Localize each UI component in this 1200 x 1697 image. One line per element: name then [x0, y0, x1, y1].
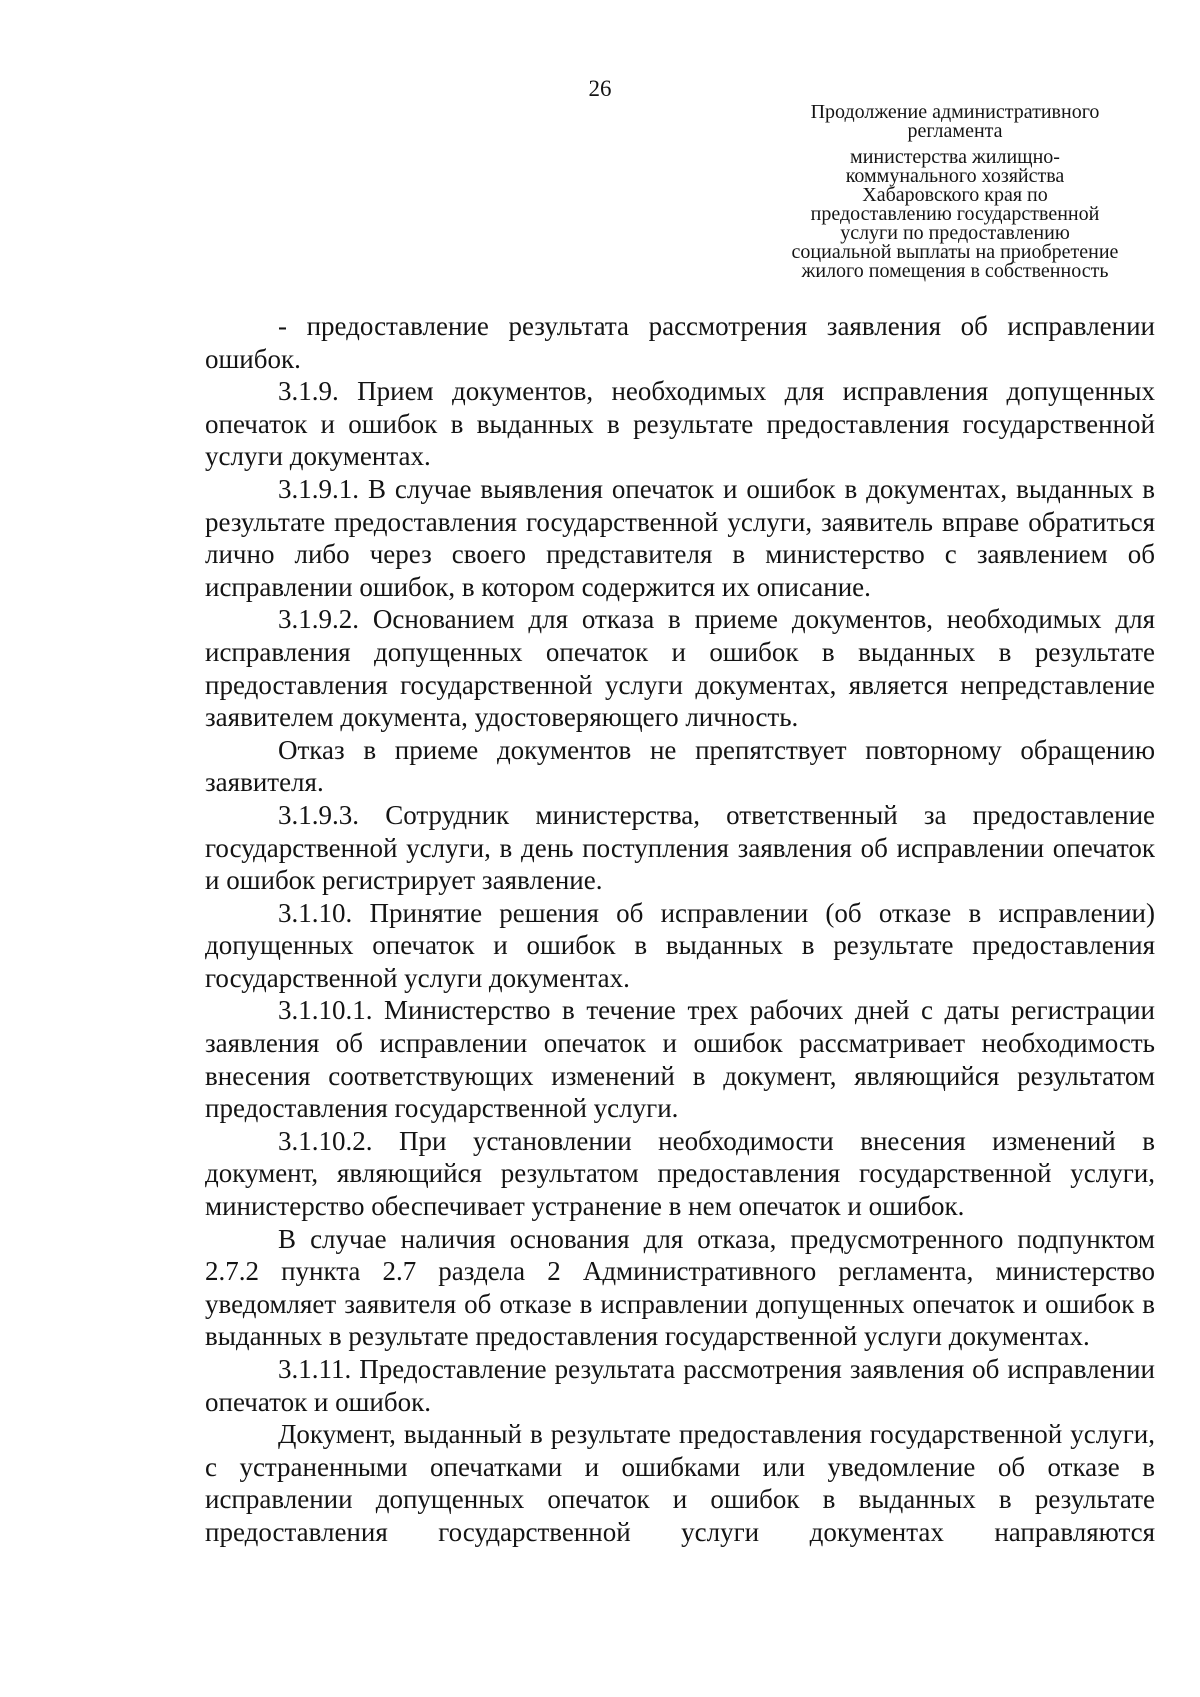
header-line: Хабаровского края по: [862, 184, 1048, 206]
document-header: [750, 103, 1160, 281]
header-line: регламента: [907, 120, 1003, 142]
header-line: коммунального хозяйства: [845, 165, 1065, 187]
header-line: социальной выплаты на приобретение: [791, 241, 1119, 263]
header-line: Продолжение административного: [810, 101, 1100, 123]
header-line: предоставлению государственной: [810, 203, 1100, 225]
paragraph: 3.1.9.1. В случае выявления опечаток и ошибок в документах, выданных в результате предоставления государственной услуги, заявитель вправе обратиться лично либо через своего представителя в министерство с заявлением об исправлении ошибок, в котором содержится их описание.: [205, 473, 1155, 602]
paragraph: Документ, выданный в результате предоставления государственной услуги, с устраненными опечатками и ошибками или уведомление об отказе в исправлении допущенных опечаток и ошибок в выданных в результате предоставления государственной услуги документах направляются: [205, 1419, 1155, 1547]
paragraph: Отказ в приеме документов не препятствует повторному обращению заявителя.: [205, 734, 1155, 798]
paragraph: 3.1.10.2. При установлении необходимости внесения изменений в документ, являющийся результатом предоставления государственной услуги, министерство обеспечивает устранение в нем опечаток и ошибок.: [205, 1125, 1155, 1222]
header-line: услуги по предоставлению: [840, 222, 1070, 244]
paragraph: - предоставление результата рассмотрения заявления об исправлении ошибок.: [205, 311, 1155, 374]
header-line: жилого помещения в собственность: [801, 260, 1109, 282]
paragraph: 3.1.10. Принятие решения об исправлении (об отказе в исправлении) допущенных опечаток и ошибок в выданных в результате предоставления государственной услуги документах.: [205, 897, 1155, 993]
paragraph: В случае наличия основания для отказа, предусмотренного подпунктом 2.7.2 пункта 2.7 раздела 2 Административного регламента, министерство уведомляет заявителя об отказе в исправлении допущенных опечаток и ошибок в выданных в результате предоставления государственной услуги документах.: [205, 1223, 1155, 1352]
header-line: министерства жилищно-: [850, 146, 1060, 168]
paragraph: 3.1.9.2. Основанием для отказа в приеме документов, необходимых для исправления допущенных опечаток и ошибок в выданных в результате предоставления государственной услуги документах, является непредставление заявителем документа, удостоверяющего личность.: [205, 604, 1155, 733]
paragraph: 3.1.9. Прием документов, необходимых для исправления допущенных опечаток и ошибок в выданных в результате предоставления государственной услуги документах.: [205, 376, 1155, 472]
paragraph: 3.1.9.3. Сотрудник министерства, ответственный за предоставление государственной услуги, в день поступления заявления об исправлении опечаток и ошибок регистрирует заявление.: [205, 799, 1155, 896]
paragraph: 3.1.10.1. Министерство в течение трех рабочих дней с даты регистрации заявления об исправлении опечаток и ошибок рассматривает необходимость внесения соответствующих изменений в документ, являющийся результатом предоставления государственной услуги.: [205, 995, 1155, 1124]
document-body: [205, 310, 1155, 1549]
page-number: 26: [588, 76, 612, 101]
paragraph: 3.1.11. Предоставление результата рассмотрения заявления об исправлении опечаток и ошибок.: [205, 1354, 1155, 1417]
